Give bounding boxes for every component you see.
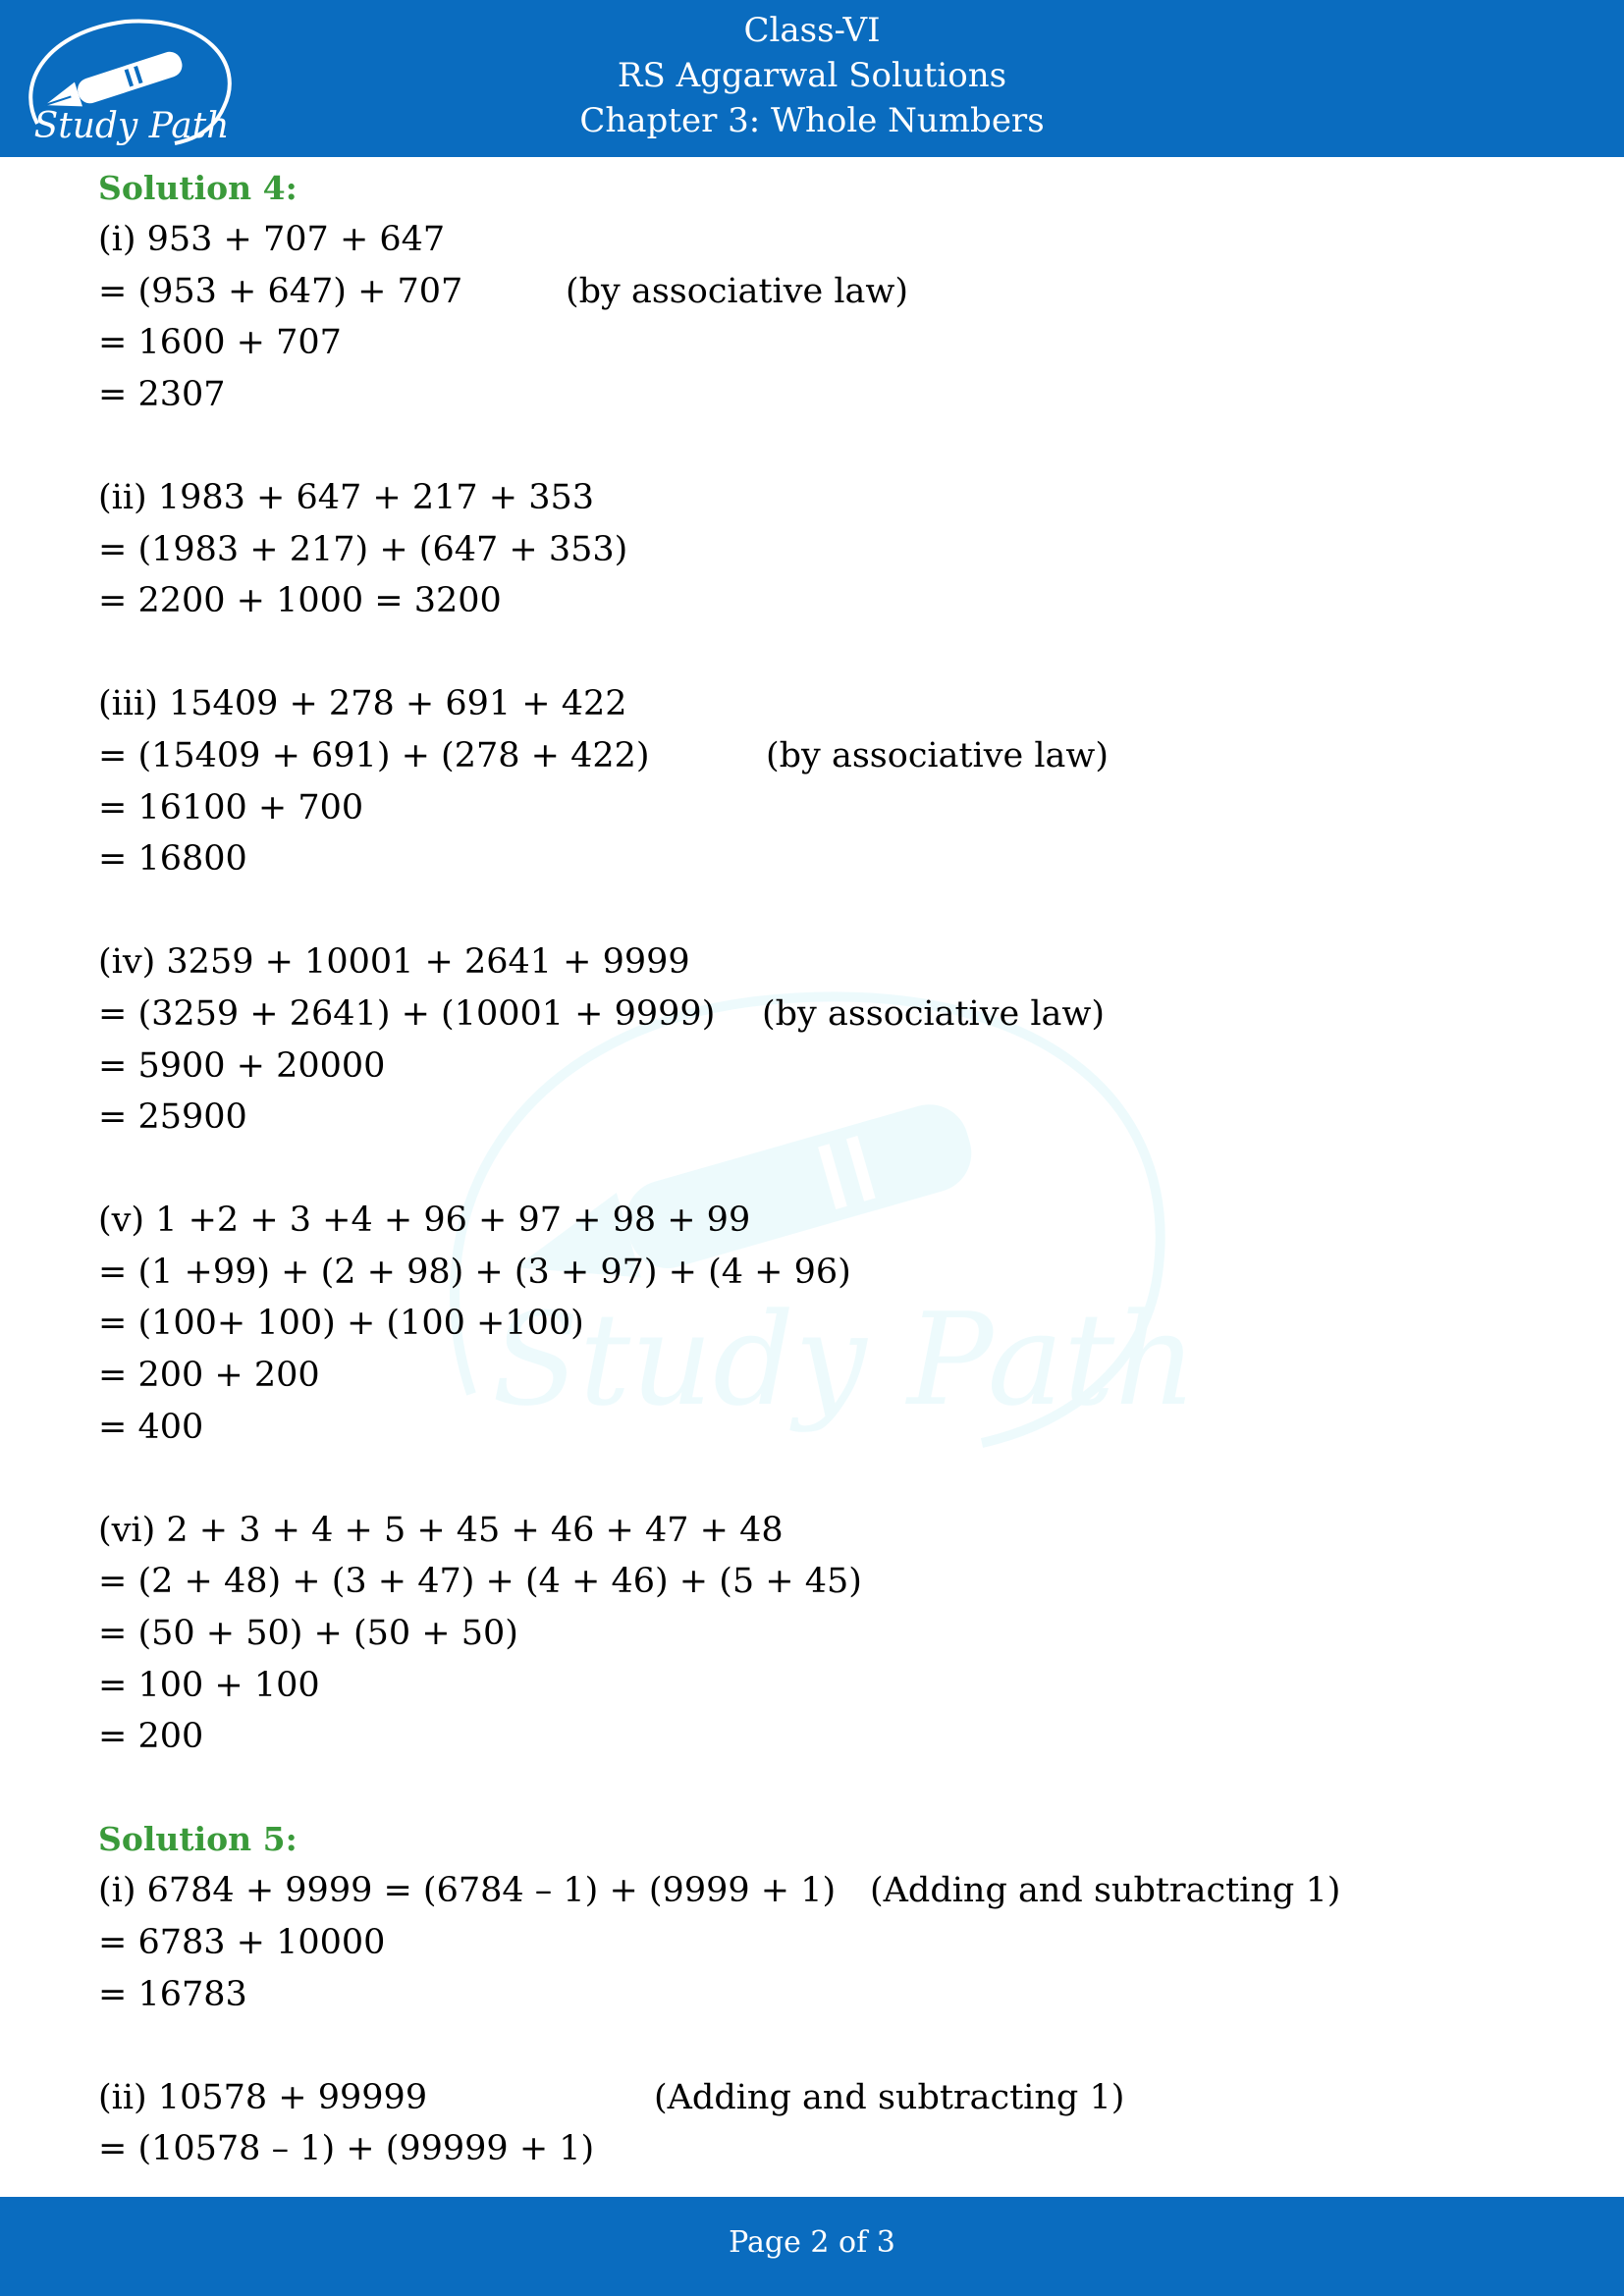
equation-line: (ii) 1983 + 647 + 217 + 353	[98, 477, 595, 517]
svg-text:Study Path: Study Path	[491, 1285, 1198, 1434]
equation-line: = (50 + 50) + (50 + 50)	[98, 1614, 518, 1654]
equation-line: = 2200 + 1000 = 3200	[98, 581, 502, 621]
equation-line	[98, 266, 1551, 318]
equation-line: = 25900	[98, 1097, 247, 1138]
page-header	[0, 0, 1624, 157]
equation-line: = 5900 + 20000	[98, 1045, 386, 1086]
equation-text: = (15409 + 691) + (278 + 422)	[98, 735, 650, 775]
equation-line: = (2 + 48) + (3 + 47) + (4 + 46) + (5 + 45)	[98, 1562, 862, 1602]
equation-text: (i) 6784 + 9999 = (6784 – 1) + (9999 + 1)	[98, 1871, 837, 1911]
svg-text:Study Path: Study Path	[33, 106, 230, 146]
equation-note: (by associative law)	[762, 993, 1106, 1034]
equation-line: (vi) 2 + 3 + 4 + 5 + 45 + 46 + 47 + 48	[98, 1510, 784, 1550]
equation-line: = 16800	[98, 839, 247, 880]
class-label: Class-VI	[743, 11, 881, 50]
equation-line: = (10578 – 1) + (99999 + 1)	[98, 2129, 595, 2169]
solution-4-heading: Solution 4:	[98, 169, 298, 207]
equation-line: = 1600 + 707	[98, 323, 342, 363]
equation-line: (iv) 3259 + 10001 + 2641 + 9999	[98, 942, 690, 983]
equation-note: (by associative law)	[766, 735, 1110, 775]
equation-line: = 16100 + 700	[98, 787, 364, 828]
book-title: RS Aggarwal Solutions	[617, 56, 1007, 95]
solution-5-heading: Solution 5:	[98, 1820, 298, 1859]
equation-text: (ii) 10578 + 99999	[98, 2077, 428, 2117]
solutions-content	[98, 163, 1551, 2175]
page-footer	[0, 2197, 1624, 2296]
equation-note: (Adding and subtracting 1)	[654, 2077, 1125, 2117]
equation-text: = (953 + 647) + 707	[98, 271, 463, 311]
equation-line: = 6783 + 10000	[98, 1923, 386, 1962]
equation-note: (by associative law)	[566, 271, 909, 311]
equation-line	[98, 2072, 1551, 2124]
page-number: Page 2 of 3	[729, 2225, 895, 2260]
equation-line	[98, 730, 1551, 782]
equation-text: = (3259 + 2641) + (10001 + 9999)	[98, 993, 716, 1034]
equation-line	[98, 1865, 1551, 1917]
equation-line: = 100 + 100	[98, 1665, 320, 1705]
chapter-title: Chapter 3: Whole Numbers	[579, 101, 1045, 140]
equation-line: = 400	[98, 1407, 204, 1447]
header-title-block	[0, 8, 1624, 143]
equation-line: = 16783	[98, 1974, 247, 2014]
equation-line: = 200 + 200	[98, 1356, 320, 1396]
equation-line: = 2307	[98, 374, 226, 414]
equation-line: = 200	[98, 1717, 204, 1757]
equation-note: (Adding and subtracting 1)	[870, 1871, 1341, 1911]
equation-line: (i) 953 + 707 + 647	[98, 220, 446, 259]
equation-line: = (100+ 100) + (100 +100)	[98, 1304, 584, 1344]
equation-line: (v) 1 +2 + 3 +4 + 96 + 97 + 98 + 99	[98, 1201, 751, 1241]
equation-line: = (1 +99) + (2 + 98) + (3 + 97) + (4 + 96)	[98, 1252, 851, 1292]
equation-line	[98, 988, 1551, 1041]
equation-line: (iii) 15409 + 278 + 691 + 422	[98, 684, 627, 724]
equation-line: = (1983 + 217) + (647 + 353)	[98, 529, 628, 569]
